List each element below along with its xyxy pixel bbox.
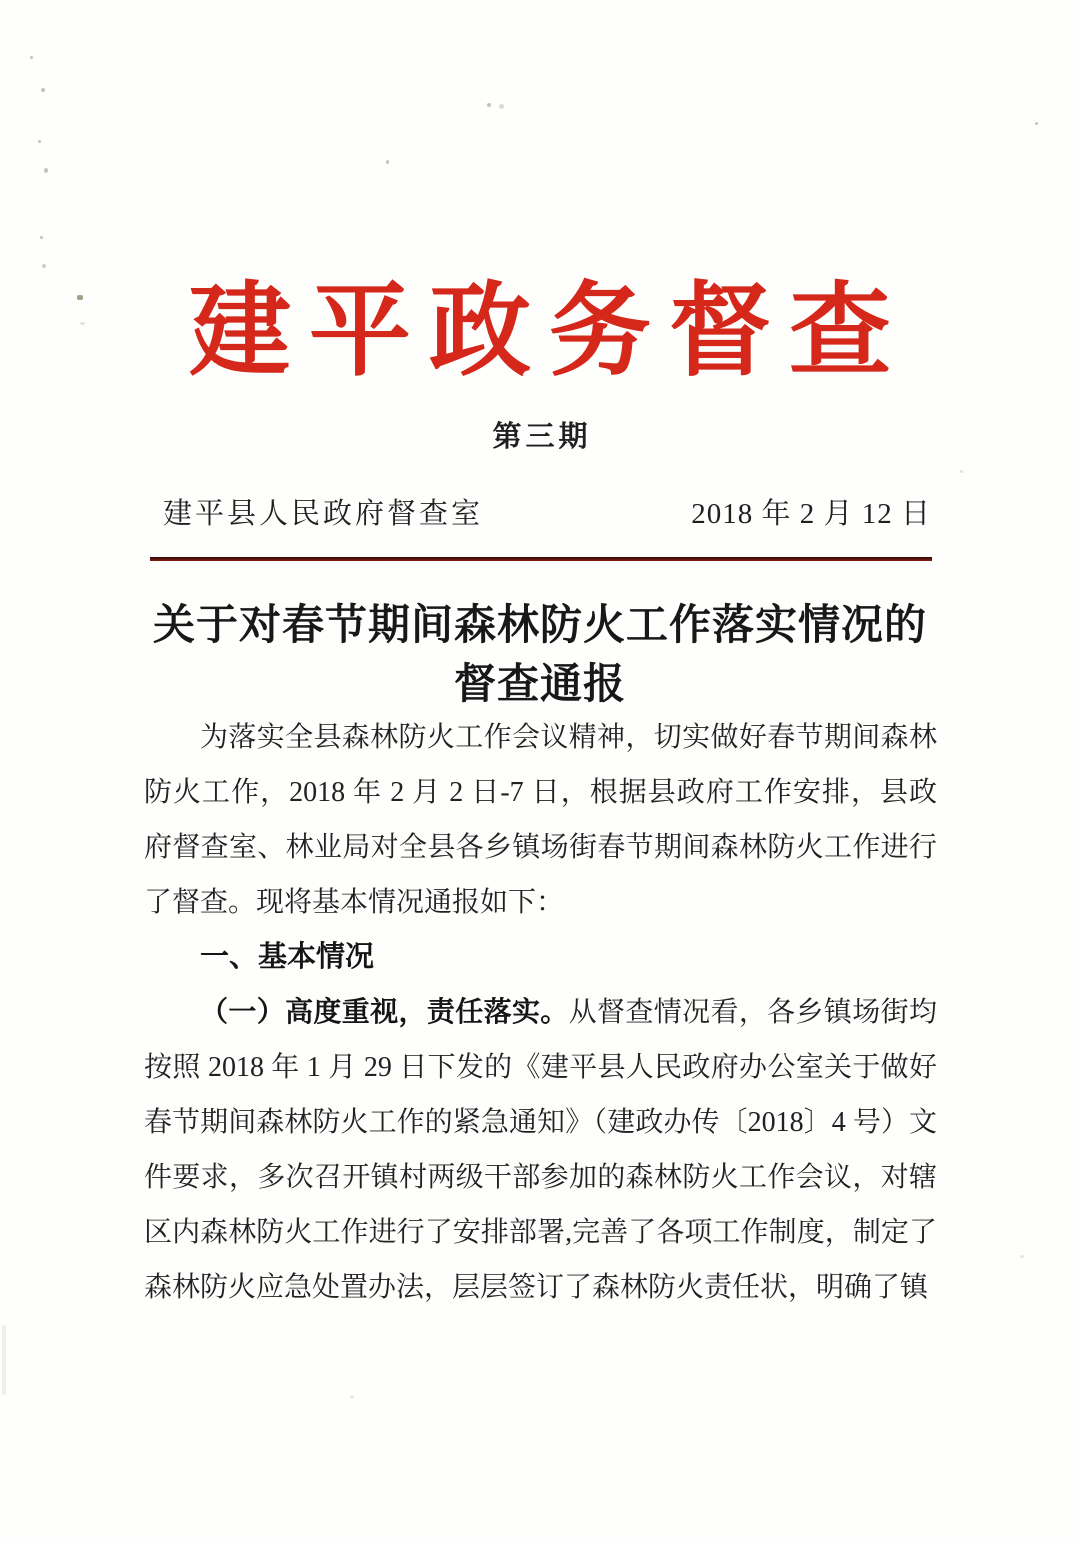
- scan-speck: [386, 160, 389, 164]
- meta-row: [145, 491, 937, 532]
- paragraph-intro: 为落实全县森林防火工作会议精神，切实做好春节期间森林防火工作，2018 年 2 月 2 日-7 日，根据县政府工作安排，县政府督查室、林业局对全县各乡镇场街春节期间森林防火工作进行了督查。现将基本情况通报如下：: [144, 722, 937, 918]
- scan-speck: [42, 264, 46, 268]
- scan-speck: [960, 470, 963, 473]
- document-title-line-1: 关于对春节期间森林防火工作落实情况的: [152, 603, 927, 649]
- scan-speck: [38, 140, 41, 143]
- scan-speck: [487, 103, 491, 107]
- subsection-1-lead: （一）高度重视，责任落实。: [200, 997, 569, 1028]
- scan-speck: [30, 56, 33, 59]
- divider-rule: [150, 557, 932, 561]
- scan-speck: [40, 236, 43, 239]
- document-title-line-2: 督查通报: [453, 662, 626, 708]
- section-heading-1-label: 一、基本情况: [200, 941, 375, 973]
- section-heading-1: [144, 930, 937, 985]
- issue-number: 第三期: [492, 421, 592, 453]
- scan-speck: [2, 1325, 6, 1395]
- paragraph-subsection-1: [144, 985, 937, 1315]
- issuing-office: 建平县人民政府督查室: [163, 498, 484, 530]
- subsection-1-text: 从督查情况看，各乡镇场街均按照 2018 年 1 月 29 日下发的《建平县人民政府办公室关于做好春节期间森林防火工作的紧急通知》（建政办传〔2018〕4 号）文件要求，多次召开镇村两级干部参加的森林防火工作会议，对辖区内森林防火工作进行了安排部署,完善了各项工作制度，制定了森林防火应急处置办法，层层签订了森林防火责任状，明确了镇: [144, 997, 937, 1303]
- scan-speck: [1035, 122, 1038, 125]
- scan-speck: [44, 168, 48, 173]
- scan-speck: [1020, 1255, 1024, 1258]
- document-title: [90, 597, 990, 715]
- masthead-title: 建平政务督查: [189, 276, 909, 389]
- document-body: [144, 710, 937, 1315]
- scan-speck: [41, 88, 45, 92]
- scan-speck: [350, 1395, 354, 1399]
- scan-speck: [499, 104, 504, 109]
- issue-date: 2018 年 2 月 12 日: [691, 498, 931, 530]
